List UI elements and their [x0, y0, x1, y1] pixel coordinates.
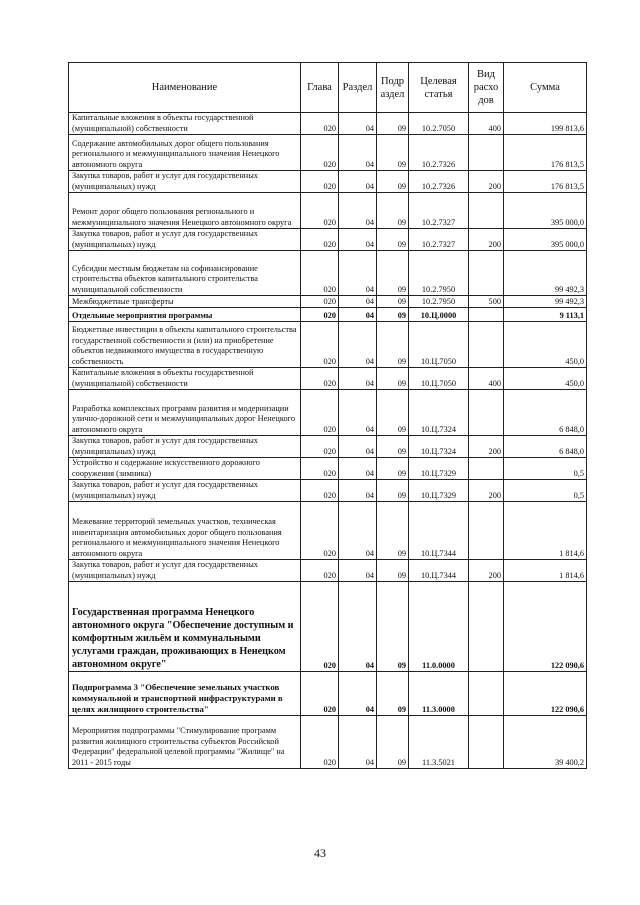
cell-name: Закупка товаров, работ и услуг для государственных (муниципальных) нужд — [69, 229, 301, 251]
table-row — [69, 480, 587, 502]
table-row — [69, 716, 587, 769]
cell-podrazdel: 09 — [377, 480, 409, 502]
cell-podrazdel: 09 — [377, 251, 409, 296]
cell-summa: 6 848,0 — [504, 436, 587, 458]
header-name: Наименование — [69, 63, 301, 113]
cell-summa: 1 814,6 — [504, 560, 587, 582]
cell-razdel: 04 — [339, 480, 377, 502]
cell-name: Закупка товаров, работ и услуг для государственных (муниципальных) нужд — [69, 560, 301, 582]
cell-summa: 450,0 — [504, 322, 587, 368]
cell-podrazdel: 09 — [377, 135, 409, 171]
cell-glava: 020 — [301, 502, 339, 560]
cell-celevaya-statya: 10.2.7950 — [409, 296, 469, 308]
cell-vid-rashodov: 400 — [469, 368, 504, 390]
cell-vid-rashodov — [469, 502, 504, 560]
cell-podrazdel: 09 — [377, 368, 409, 390]
cell-podrazdel: 09 — [377, 716, 409, 769]
cell-summa: 122 090,6 — [504, 582, 587, 672]
cell-razdel: 04 — [339, 229, 377, 251]
table-row — [69, 672, 587, 716]
cell-podrazdel: 09 — [377, 113, 409, 135]
cell-celevaya-statya: 10.Ц.7050 — [409, 368, 469, 390]
cell-vid-rashodov: 500 — [469, 296, 504, 308]
cell-summa: 9 113,1 — [504, 308, 587, 322]
cell-podrazdel: 09 — [377, 560, 409, 582]
cell-name: Бюджетные инвестиции в объекты капитального строительства государственной собственности и (или) на приобретение объектов недвижимого имущества в государственную собственность — [69, 322, 301, 368]
table-row — [69, 390, 587, 436]
cell-name: Устройство и содержание искусственного дорожного сооружения (зимника) — [69, 458, 301, 480]
cell-vid-rashodov — [469, 322, 504, 368]
cell-celevaya-statya: 10.Ц.7050 — [409, 322, 469, 368]
cell-vid-rashodov: 200 — [469, 436, 504, 458]
cell-summa: 199 813,6 — [504, 113, 587, 135]
cell-podrazdel: 09 — [377, 458, 409, 480]
cell-vid-rashodov: 400 — [469, 113, 504, 135]
cell-name: Разработка комплексных программ развития и модернизации улично-дорожной сети и межмуниципальных дорог Ненецкого автономного округа — [69, 390, 301, 436]
cell-razdel: 04 — [339, 582, 377, 672]
cell-glava: 020 — [301, 171, 339, 193]
table-row — [69, 229, 587, 251]
cell-summa: 0,5 — [504, 458, 587, 480]
table-row — [69, 458, 587, 480]
budget-table — [68, 62, 587, 769]
cell-summa: 395 000,0 — [504, 229, 587, 251]
table-row — [69, 582, 587, 672]
page-number: 43 — [314, 846, 326, 860]
cell-vid-rashodov: 200 — [469, 560, 504, 582]
cell-glava: 020 — [301, 716, 339, 769]
cell-vid-rashodov — [469, 458, 504, 480]
cell-podrazdel: 09 — [377, 171, 409, 193]
header-summa: Сумма — [504, 63, 587, 113]
table-row — [69, 113, 587, 135]
cell-razdel: 04 — [339, 135, 377, 171]
cell-summa: 0,5 — [504, 480, 587, 502]
cell-name: Содержание автомобильных дорог общего пользования регионального и межмуниципального значения Ненецкого автономного округа — [69, 135, 301, 171]
header-podrazdel: Подр аздел — [377, 63, 409, 113]
cell-vid-rashodov: 200 — [469, 171, 504, 193]
table-row — [69, 171, 587, 193]
cell-vid-rashodov — [469, 251, 504, 296]
table-header-row — [69, 63, 587, 113]
cell-razdel: 04 — [339, 322, 377, 368]
table-row — [69, 193, 587, 229]
cell-podrazdel: 09 — [377, 229, 409, 251]
cell-summa: 122 090,6 — [504, 672, 587, 716]
cell-name: Подпрограмма 3 "Обеспечение земельных участков коммунальной и транспортной инфраструктурами в целях жилищного строительства" — [69, 672, 301, 716]
cell-glava: 020 — [301, 560, 339, 582]
cell-podrazdel: 09 — [377, 582, 409, 672]
cell-summa: 176 813,5 — [504, 135, 587, 171]
cell-vid-rashodov: 200 — [469, 229, 504, 251]
cell-glava: 020 — [301, 296, 339, 308]
cell-podrazdel: 09 — [377, 436, 409, 458]
cell-podrazdel: 09 — [377, 308, 409, 322]
cell-name: Межбюджетные трансферты — [69, 296, 301, 308]
cell-glava: 020 — [301, 582, 339, 672]
table-body — [69, 113, 587, 769]
table-row — [69, 296, 587, 308]
cell-vid-rashodov — [469, 193, 504, 229]
cell-summa: 450,0 — [504, 368, 587, 390]
cell-vid-rashodov — [469, 135, 504, 171]
cell-summa: 39 400,2 — [504, 716, 587, 769]
cell-celevaya-statya: 11.0.0000 — [409, 582, 469, 672]
cell-celevaya-statya: 11.3.0000 — [409, 672, 469, 716]
cell-name: Субсидии местным бюджетам на софинансирование строительства объектов капитального строительства муниципальной собственности — [69, 251, 301, 296]
cell-name: Межевание территорий земельных участков, техническая инвентаризация автомобильных дорог общего пользования регионального и межмуниципального значения Ненецкого автономного округа — [69, 502, 301, 560]
cell-glava: 020 — [301, 368, 339, 390]
cell-razdel: 04 — [339, 390, 377, 436]
cell-razdel: 04 — [339, 171, 377, 193]
cell-podrazdel: 09 — [377, 322, 409, 368]
cell-glava: 020 — [301, 251, 339, 296]
cell-glava: 020 — [301, 480, 339, 502]
cell-celevaya-statya: 10.Ц.7344 — [409, 560, 469, 582]
cell-glava: 020 — [301, 193, 339, 229]
cell-name: Ремонт дорог общего пользования регионального и межмуниципального значения Ненецкого автономного округа — [69, 193, 301, 229]
cell-celevaya-statya: 10.2.7950 — [409, 251, 469, 296]
cell-celevaya-statya: 10.2.7327 — [409, 229, 469, 251]
cell-vid-rashodov — [469, 582, 504, 672]
cell-name: Закупка товаров, работ и услуг для государственных (муниципальных) нужд — [69, 480, 301, 502]
table-row — [69, 502, 587, 560]
cell-glava: 020 — [301, 308, 339, 322]
header-glava: Глава — [301, 63, 339, 113]
cell-glava: 020 — [301, 436, 339, 458]
cell-glava: 020 — [301, 322, 339, 368]
cell-name: Капитальные вложения в объекты государственной (муниципальной) собственности — [69, 368, 301, 390]
cell-razdel: 04 — [339, 672, 377, 716]
cell-summa: 99 492,3 — [504, 296, 587, 308]
cell-vid-rashodov: 200 — [469, 480, 504, 502]
cell-vid-rashodov — [469, 672, 504, 716]
cell-glava: 020 — [301, 229, 339, 251]
cell-podrazdel: 09 — [377, 193, 409, 229]
cell-celevaya-statya: 11.3.5021 — [409, 716, 469, 769]
cell-podrazdel: 09 — [377, 296, 409, 308]
cell-celevaya-statya: 10.Ц.7324 — [409, 436, 469, 458]
cell-razdel: 04 — [339, 502, 377, 560]
cell-glava: 020 — [301, 390, 339, 436]
cell-name: Закупка товаров, работ и услуг для государственных (муниципальных) нужд — [69, 171, 301, 193]
cell-name: Отдельные мероприятия программы — [69, 308, 301, 322]
header-vid-rashodov: Вид расхо дов — [469, 63, 504, 113]
cell-name: Закупка товаров, работ и услуг для государственных (муниципальных) нужд — [69, 436, 301, 458]
cell-celevaya-statya: 10.Ц.7329 — [409, 480, 469, 502]
cell-razdel: 04 — [339, 436, 377, 458]
table-row — [69, 251, 587, 296]
cell-celevaya-statya: 10.Ц.0000 — [409, 308, 469, 322]
cell-summa: 395 000,0 — [504, 193, 587, 229]
cell-celevaya-statya: 10.Ц.7329 — [409, 458, 469, 480]
cell-celevaya-statya: 10.2.7327 — [409, 193, 469, 229]
cell-name: Мероприятия подпрограммы "Стимулирование программ развития жилищного строительства субъектов Российской Федерации" федеральной целевой программы "Жилище" на 2011 - 2015 годы — [69, 716, 301, 769]
cell-razdel: 04 — [339, 458, 377, 480]
table-row — [69, 135, 587, 171]
cell-name: Капитальные вложения в объекты государственной (муниципальной) собственности — [69, 113, 301, 135]
cell-podrazdel: 09 — [377, 390, 409, 436]
cell-celevaya-statya: 10.2.7326 — [409, 171, 469, 193]
cell-celevaya-statya: 10.2.7050 — [409, 113, 469, 135]
cell-vid-rashodov — [469, 716, 504, 769]
document-page — [68, 62, 586, 769]
cell-glava: 020 — [301, 113, 339, 135]
header-razdel: Раздел — [339, 63, 377, 113]
table-row — [69, 560, 587, 582]
cell-podrazdel: 09 — [377, 502, 409, 560]
cell-vid-rashodov — [469, 390, 504, 436]
cell-celevaya-statya: 10.Ц.7344 — [409, 502, 469, 560]
cell-razdel: 04 — [339, 716, 377, 769]
cell-razdel: 04 — [339, 193, 377, 229]
cell-glava: 020 — [301, 458, 339, 480]
cell-glava: 020 — [301, 672, 339, 716]
table-row — [69, 322, 587, 368]
cell-summa: 99 492,3 — [504, 251, 587, 296]
cell-razdel: 04 — [339, 113, 377, 135]
table-row — [69, 368, 587, 390]
cell-vid-rashodov — [469, 308, 504, 322]
table-row — [69, 436, 587, 458]
cell-summa: 6 848,0 — [504, 390, 587, 436]
cell-razdel: 04 — [339, 368, 377, 390]
cell-name: Государственная программа Ненецкого автономного округа "Обеспечение доступным и комфортным жильём и коммунальными услугами граждан, проживающих в Ненецком автономном округе" — [69, 582, 301, 672]
cell-celevaya-statya: 10.Ц.7324 — [409, 390, 469, 436]
cell-celevaya-statya: 10.2.7326 — [409, 135, 469, 171]
cell-razdel: 04 — [339, 308, 377, 322]
table-row — [69, 308, 587, 322]
cell-razdel: 04 — [339, 296, 377, 308]
cell-razdel: 04 — [339, 560, 377, 582]
cell-summa: 176 813,5 — [504, 171, 587, 193]
header-celevaya-statya: Целевая статья — [409, 63, 469, 113]
cell-podrazdel: 09 — [377, 672, 409, 716]
cell-glava: 020 — [301, 135, 339, 171]
cell-razdel: 04 — [339, 251, 377, 296]
cell-summa: 1 814,6 — [504, 502, 587, 560]
